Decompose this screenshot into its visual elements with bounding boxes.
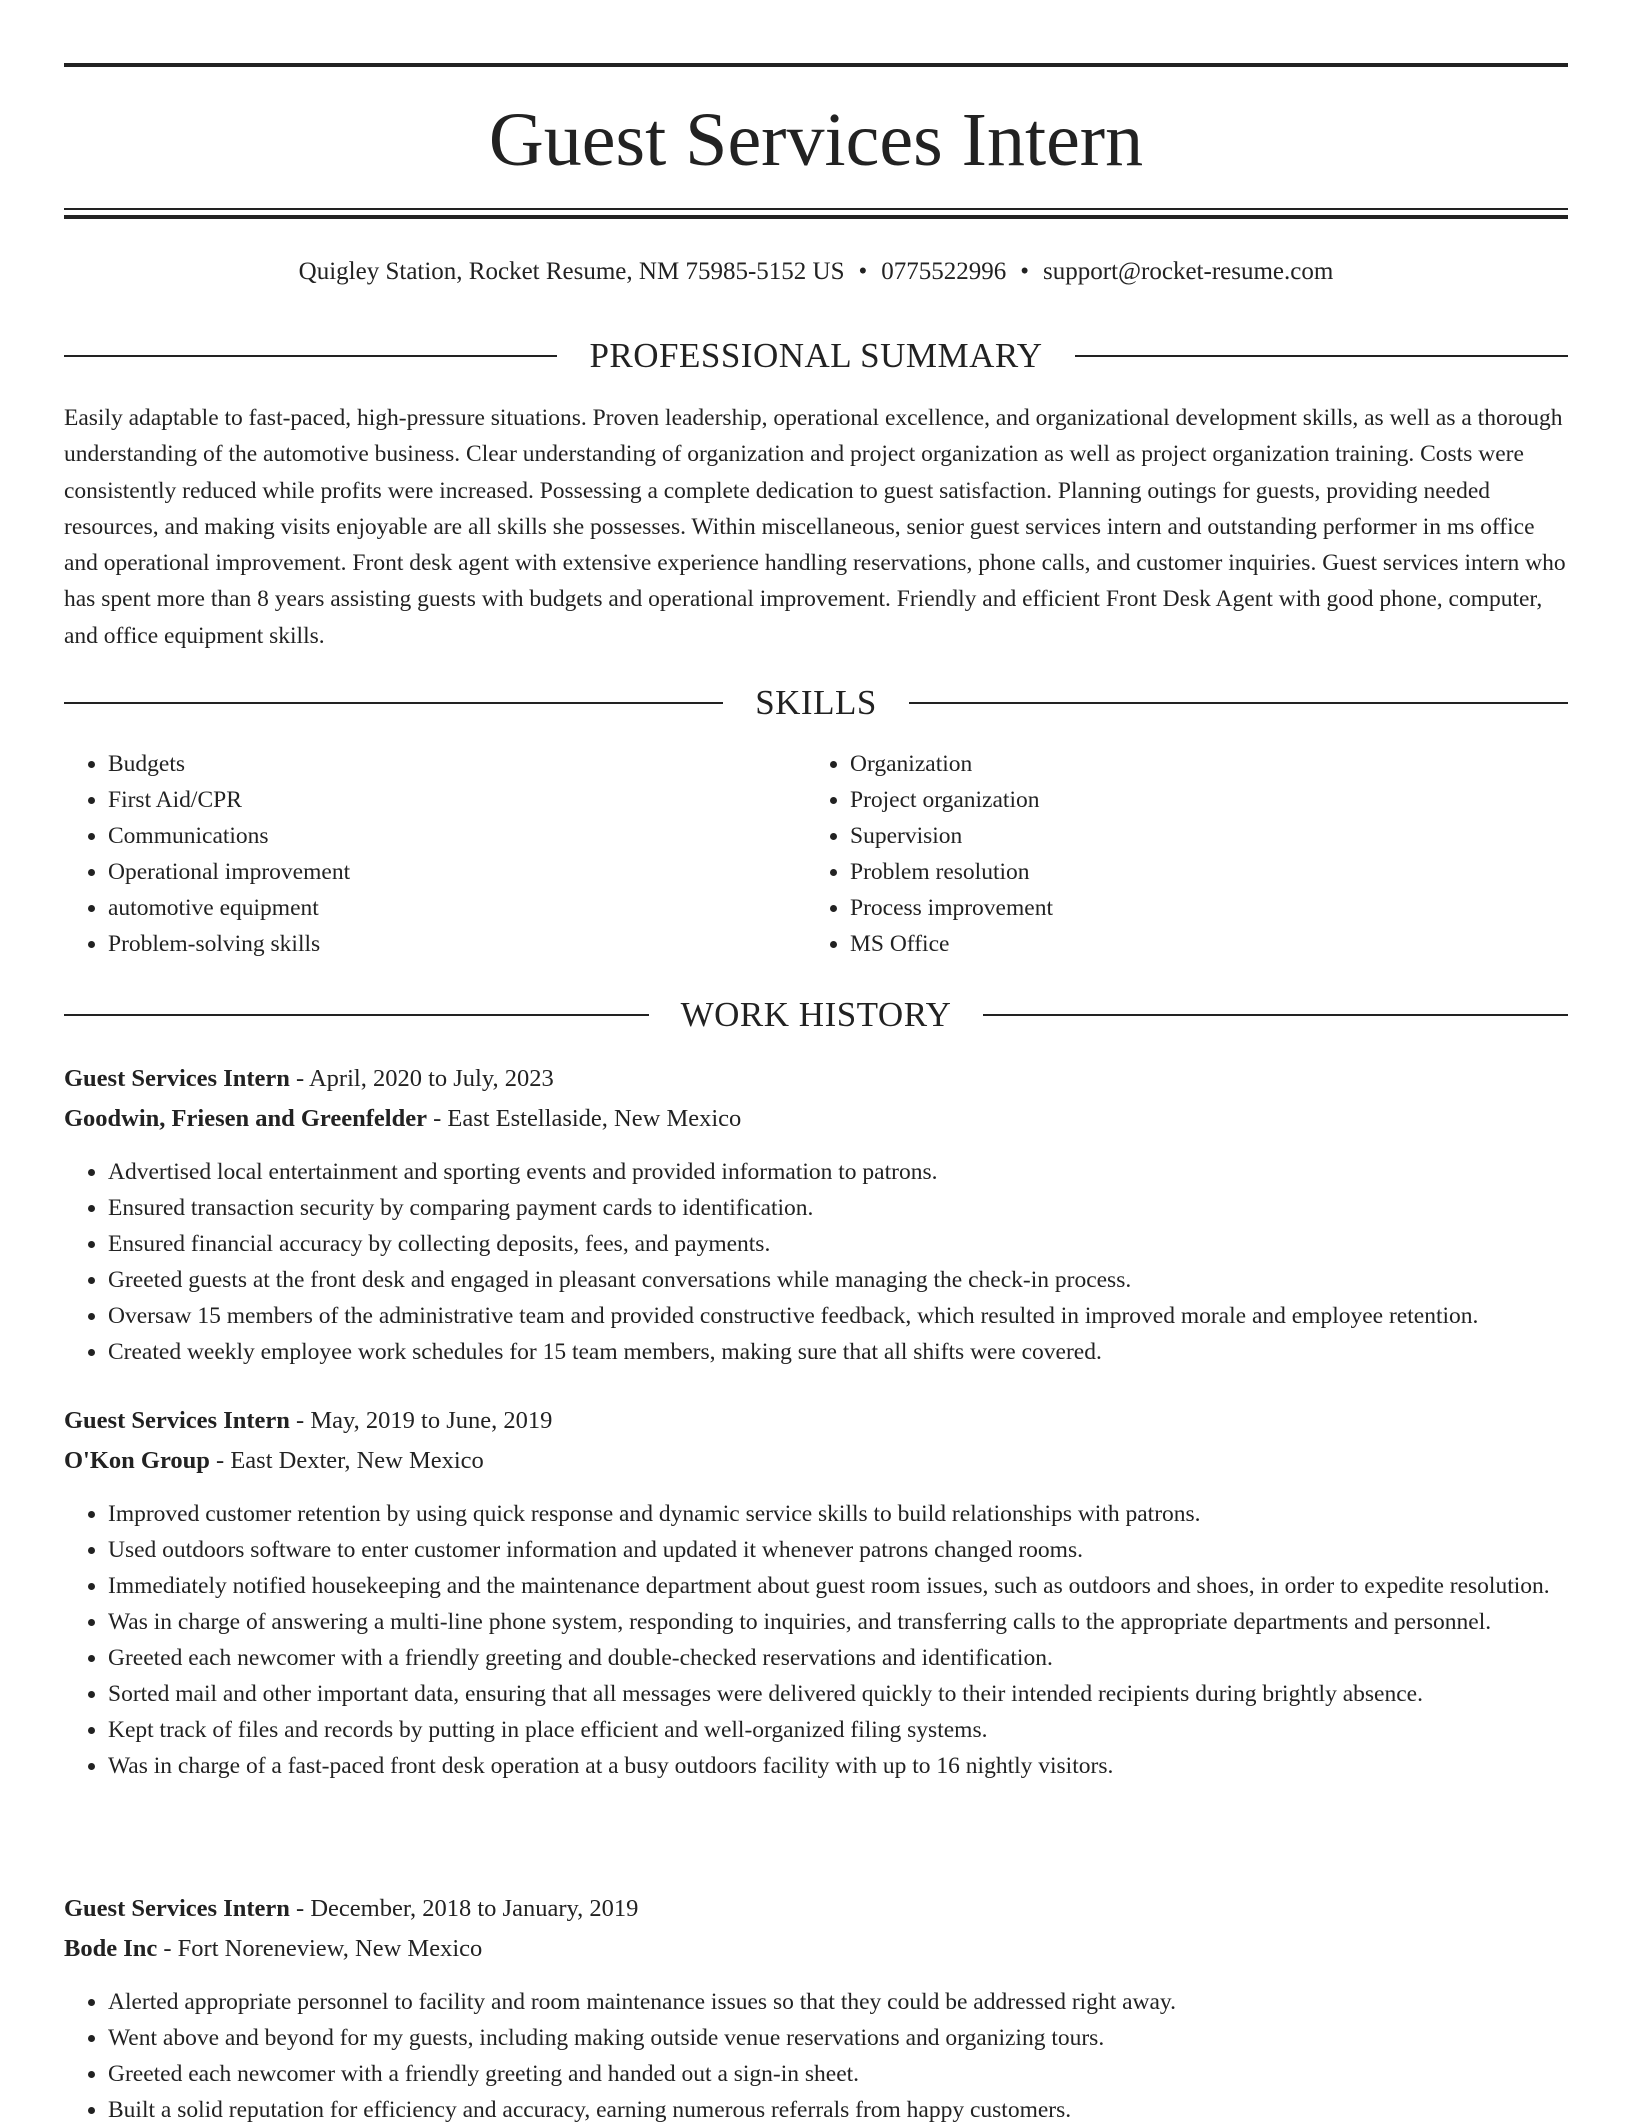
job-dates: - May, 2019 to June, 2019 [289,1407,553,1434]
job-company-line [64,1100,1568,1140]
heading-rule-right [909,702,1568,704]
skill-item: • MS Office [850,926,1548,962]
skill-item: • Organization [850,746,1548,782]
work-history-heading [64,993,1568,1037]
job-company-line [64,1442,1568,1482]
job-role-line [64,1402,1568,1440]
skill-item: • Problem-solving skills [108,926,806,962]
summary-text: Easily adaptable to fast-paced, high-pressure situations. Proven leadership, operational excellence, and organizational development skills, as well as a thorough understanding of the automotive business. Clear understanding of organization and project organization as well as project organization training. Costs were consistently reduced while profits were increased. Possessing a complete dedication to guest satisfaction. Planning outings for guests, providing needed resources, and making visits enjoyable are all skills she possesses. Within miscellaneous, senior guest services intern and outstanding performer in ms office and operational improvement. Front desk agent with extensive experience handling reservations, phone calls, and customer inquiries. Guest services intern who has spent more than 8 years assisting guests with budgets and operational improvement. Friendly and efficient Front Desk Agent with good phone, computer, and office equipment skills. [64,405,1566,649]
job-entry [64,1890,1568,2128]
work-history-heading-title: WORK HISTORY [680,995,952,1034]
job-bullet: • Kept track of files and records by putting in place efficient and well-organized filing systems. [108,1712,1568,1748]
job-bullet: • Built a solid reputation for efficiency and accuracy, earning numerous referrals from happy customers. [108,2092,1568,2128]
skill-item: • Supervision [850,818,1548,854]
skills-column-right [806,746,1548,962]
job-role-line [64,1060,1568,1098]
job-entry [64,1060,1568,1370]
job-bullet: • Used outdoors software to enter customer information and updated it whenever patrons changed rooms. [108,1532,1568,1568]
job-company: O'Kon Group [64,1447,210,1474]
contact-email: support@rocket-resume.com [1043,258,1334,285]
job-location: - Fort Noreneview, New Mexico [157,1935,483,1962]
job-title: Guest Services Intern [64,1407,290,1434]
skill-item: • Process improvement [850,890,1548,926]
heading-rule-left [64,1014,649,1016]
job-bullets [64,1984,1568,2128]
contact-separator: • [858,258,868,285]
skill-item: • Project organization [850,782,1548,818]
job-title: Guest Services Intern [64,1895,290,1922]
candidate-name: Guest Services Intern [488,98,1144,182]
job-location: - East Dexter, New Mexico [209,1447,484,1474]
skills-column-left [64,746,806,962]
skill-item: • Budgets [108,746,806,782]
contact-address: Quigley Station, Rocket Resume, NM 75985-5152 US [298,258,845,285]
heading-rule-left [64,702,723,704]
job-title: Guest Services Intern [64,1065,290,1092]
job-bullet: • Greeted each newcomer with a friendly greeting and double-checked reservations and identification. [108,1640,1568,1676]
job-dates: - April, 2020 to July, 2023 [289,1065,554,1092]
job-bullet: • Was in charge of answering a multi-line phone system, responding to inquiries, and transferring calls to the appropriate departments and personnel. [108,1604,1568,1640]
job-location: - East Estellaside, New Mexico [426,1105,742,1132]
job-company-line [64,1930,1568,1970]
header-bottom-rule-upper [64,208,1568,210]
summary-heading-title: PROFESSIONAL SUMMARY [589,336,1043,375]
skill-item: • Operational improvement [108,854,806,890]
job-bullet: • Immediately notified housekeeping and the maintenance department about guest room issues, such as outdoors and shoes, in order to expedite resolution. [108,1568,1568,1604]
job-bullet: • Advertised local entertainment and sporting events and provided information to patrons. [108,1154,1568,1190]
job-bullet: • Sorted mail and other important data, ensuring that all messages were delivered quickly to their intended recipients during brightly absence. [108,1676,1568,1712]
skill-item: • Communications [108,818,806,854]
contact-separator: • [1020,258,1030,285]
job-role-line [64,1890,1568,1928]
job-bullets [64,1154,1568,1370]
job-bullet: • Alerted appropriate personnel to facility and room maintenance issues so that they could be addressed right away. [108,1984,1568,2020]
job-bullet: • Greeted each newcomer with a friendly greeting and handed out a sign-in sheet. [108,2056,1568,2092]
heading-rule-left [64,355,557,357]
job-bullet: • Was in charge of a fast-paced front desk operation at a busy outdoors facility with up to 16 nightly visitors. [108,1748,1568,1784]
job-bullet: • Ensured financial accuracy by collecting deposits, fees, and payments. [108,1226,1568,1262]
skill-item: • First Aid/CPR [108,782,806,818]
job-bullet: • Created weekly employee work schedules for 15 team members, making sure that all shifts were covered. [108,1334,1568,1370]
skill-item: • Problem resolution [850,854,1548,890]
job-company: Goodwin, Friesen and Greenfelder [64,1105,427,1132]
skills-list [64,746,1568,962]
job-company: Bode Inc [64,1935,158,1962]
skills-heading [64,681,1568,725]
heading-rule-right [983,1014,1568,1016]
job-bullet: • Went above and beyond for my guests, including making outside venue reservations and organizing tours. [108,2020,1568,2056]
job-bullets [64,1496,1568,1784]
job-bullet: • Oversaw 15 members of the administrative team and provided constructive feedback, which resulted in improved morale and employee retention. [108,1298,1568,1334]
skill-item: • automotive equipment [108,890,806,926]
skills-heading-title: SKILLS [755,683,877,722]
job-dates: - December, 2018 to January, 2019 [289,1895,639,1922]
contact-phone: 0775522996 [881,258,1007,285]
job-entry [64,1402,1568,1784]
job-bullet: • Improved customer retention by using quick response and dynamic service skills to build relationships with patrons. [108,1496,1568,1532]
job-bullet: • Ensured transaction security by comparing payment cards to identification. [108,1190,1568,1226]
summary-heading [64,334,1568,378]
contact-line [64,252,1568,292]
header-top-rule [64,63,1568,67]
heading-rule-right [1075,355,1568,357]
job-bullet: • Greeted guests at the front desk and engaged in pleasant conversations while managing the check-in process. [108,1262,1568,1298]
header-bottom-rule-lower [64,215,1568,219]
